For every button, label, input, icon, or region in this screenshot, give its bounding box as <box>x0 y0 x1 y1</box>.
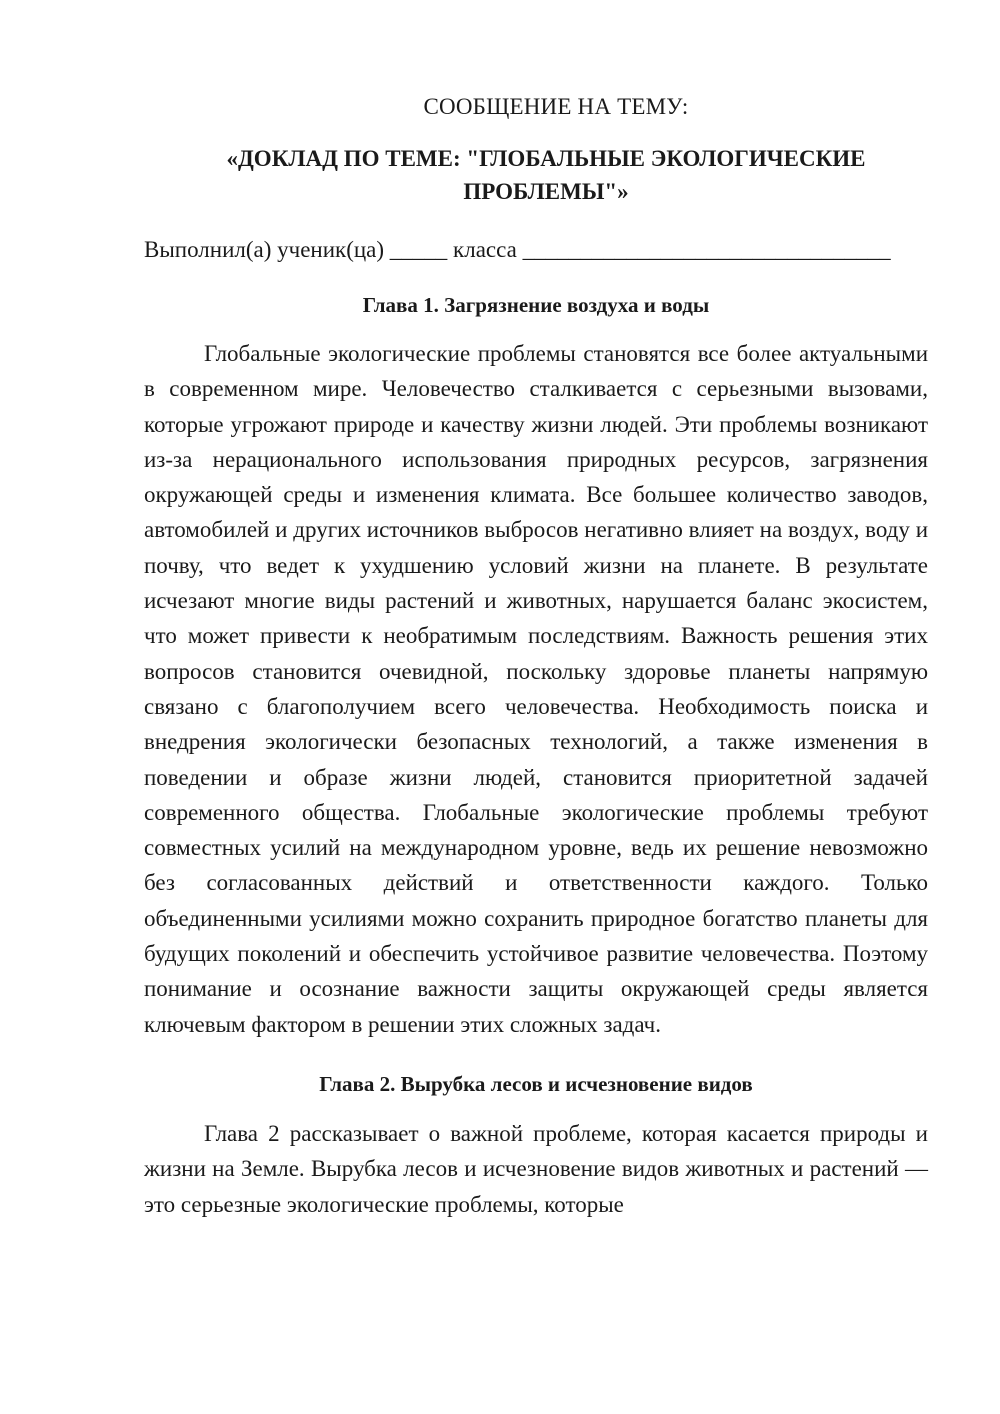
chapter-2-heading: Глава 2. Вырубка лесов и исчезновение видов <box>319 1071 753 1096</box>
performer-line: Выполнил(а) ученик(ца) _____ класса ________________________________ <box>144 237 891 262</box>
chapter-1-paragraph: Глобальные экологические проблемы становятся все более актуальными в современном мире. Человечество сталкивается с серьезными вызовами, которые угрожают природе и качеству жизни людей. Эти проблемы возникают из-за нерационального использования природных ресурсов, загрязнения окружающей среды и изменения климата. Все большее количество заводов, автомобилей и других источников выбросов негативно влияет на воздух, воду и почву, что ведет к ухудшению условий жизни на планете. В результате исчезают многие виды растений и животных, нарушается баланс экосистем, что может привести к необратимым последствиям. Важность решения этих вопросов становится очевидной, поскольку здоровье планеты напрямую связано с благополучием всего человечества. Необходимость поиска и внедрения экологически безопасных технологий, а также изменения в поведении и образе жизни людей, становится приоритетной задачей современного общества. Глобальные экологические проблемы требуют совместных усилий на международном уровне, ведь их решение невозможно без согласованных действий и ответственности каждого. Только объединенными усилиями можно сохранить природное богатство планеты для будущих поколений и обеспечить устойчивое развитие человечества. Поэтому понимание и осознание важности защиты окружающей среды является ключевым фактором в решении этих сложных задач. <box>144 341 928 1037</box>
chapter-1-heading: Глава 1. Загрязнение воздуха и воды <box>362 293 710 317</box>
document-title: «ДОКЛАД ПО ТЕМЕ: "ГЛОБАЛЬНЫЕ ЭКОЛОГИЧЕСКИЕ ПРОБЛЕМЫ"» <box>226 146 866 204</box>
document-page <box>144 92 928 1222</box>
document-header: СООБЩЕНИЕ НА ТЕМУ: <box>423 94 689 119</box>
chapter-2-paragraph: Глава 2 рассказывает о важной проблеме, которая касается природы и жизни на Земле. Вырубка лесов и исчезновение видов животных и растений — это серьезные экологические проблемы, которые <box>144 1120 928 1217</box>
